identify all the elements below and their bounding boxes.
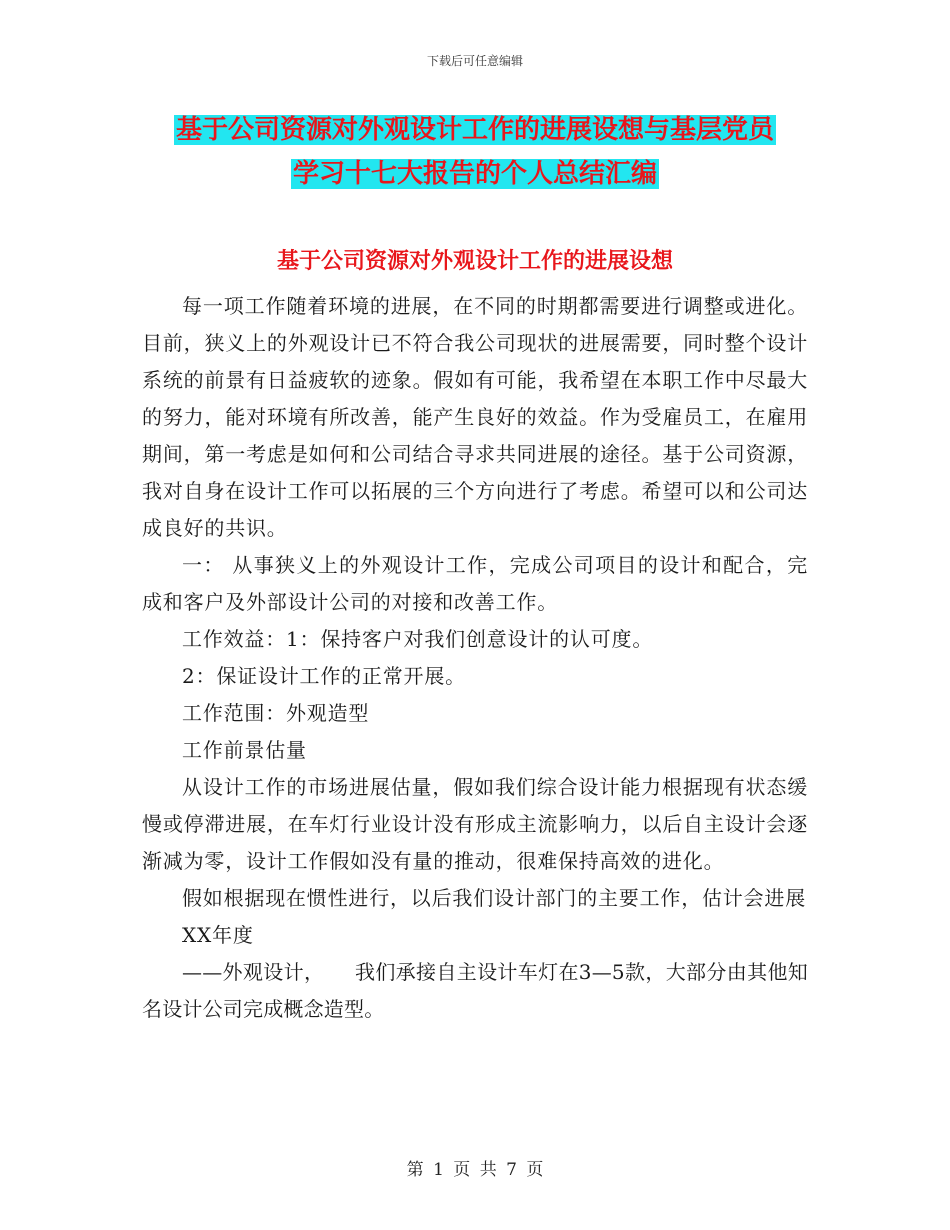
document-title <box>0 108 950 196</box>
page-footer: 第 1 页 共 7 页 <box>406 1160 544 1180</box>
header-note: 下载后可任意编辑 <box>426 54 523 68</box>
body-text <box>142 288 808 1028</box>
section-title: 基于公司资源对外观设计工作的进展设想 <box>276 248 673 274</box>
paragraph: 2：保证设计工作的正常开展。 <box>182 664 466 688</box>
paragraph: 从设计工作的市场进展估量，假如我们综合设计能力根据现有状态缓慢或停滞进展，在车灯行业设计没有形成主流影响力，以后自主设计会逐渐减为零，设计工作假如没有量的推动，很难保持高效的进化。 <box>142 775 808 873</box>
paragraph: 假如根据现在惯性进行，以后我们设计部门的主要工作，估计会进展 <box>182 886 806 910</box>
paragraph: 工作前景估量 <box>182 738 307 762</box>
title-line-1: 基于公司资源对外观设计工作的进展设想与基层党员 <box>175 115 774 145</box>
paragraph: 工作效益：1：保持客户对我们创意设计的认可度。 <box>182 627 654 651</box>
paragraph: XX年度 <box>182 923 254 947</box>
paragraph: 工作范围：外观造型 <box>182 701 370 725</box>
title-line-2: 学习十七大报告的个人总结汇编 <box>292 159 657 189</box>
paragraph: ——外观设计， 我们承接自主设计车灯在3—5款，大部分由其他知名设计公司完成概念造型。 <box>142 960 808 1021</box>
paragraph: 一： 从事狭义上的外观设计工作，完成公司项目的设计和配合，完成和客户及外部设计公司的对接和改善工作。 <box>142 553 808 614</box>
paragraph: 每一项工作随着环境的进展，在不同的时期都需要进行调整或进化。目前，狭义上的外观设计已不符合我公司现状的进展需要，同时整个设计系统的前景有日益疲软的迹象。假如有可能，我希望在本职工作中尽最大的努力，能对环境有所改善，能产生良好的效益。作为受雇员工，在雇用期间，第一考虑是如何和公司结合寻求共同进展的途径。基于公司资源，我对自身在设计工作可以拓展的三个方向进行了考虑。希望可以和公司达成良好的共识。 <box>142 294 808 540</box>
